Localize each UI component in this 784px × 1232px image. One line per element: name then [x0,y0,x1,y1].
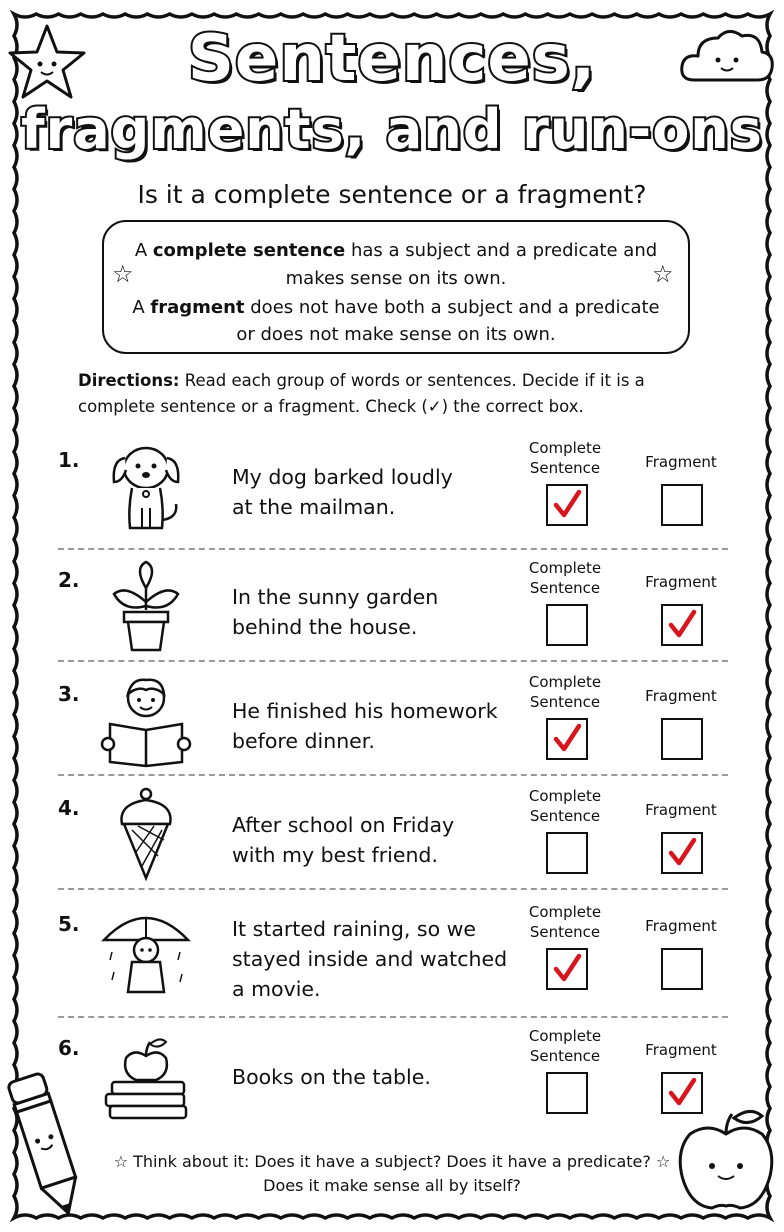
definition-line-1: A complete sentence has a subject and a predicate and [134,240,658,261]
fragment-checkbox[interactable] [661,484,703,526]
red-check-mark [663,834,701,872]
boy-reading-icon [98,672,194,768]
header-fragment: Fragment [645,453,717,471]
header-fragment: Fragment [645,917,717,935]
term-fragment: fragment [150,297,245,318]
title-line-2: fragments, and run-ons [21,98,763,161]
directions-text: Read each group of words or sentences. Decide if it is a complete sentence or a fragment. Check (✓) the correct box. [78,371,645,416]
header-complete-sentence: Complete Sentence [528,903,602,941]
title-line-1: Sentences, [187,22,597,96]
smiling-pencil-icon [6,1064,90,1224]
complete-sentence-checkbox[interactable] [546,604,588,646]
dashed-divider [58,660,728,662]
footer-line-1: ☆ Think about it: Does it have a subject? Does it have a predicate? ☆ [113,1152,671,1171]
definition-line-3: A fragment does not have both a subject and a predicate [132,297,660,318]
header-fragment: Fragment [645,1041,717,1059]
definition-box [102,220,690,354]
dashed-divider [58,1016,728,1018]
header-complete-sentence: Complete Sentence [528,673,602,711]
item-sentence: After school on Friday with my best friend. [232,813,455,867]
directions-label: Directions: [78,371,180,390]
complete-sentence-checkbox[interactable] [546,484,588,526]
item-number: 6. [58,1036,80,1060]
red-check-mark [548,950,586,988]
star-outline-icon: ☆ [112,260,134,288]
potted-plant-icon [98,558,194,654]
item-sentence: In the sunny garden behind the house. [232,585,439,639]
fragment-checkbox[interactable] [661,604,703,646]
header-complete-sentence: Complete Sentence [528,1027,602,1065]
complete-sentence-checkbox[interactable] [546,1072,588,1114]
item-sentence: Books on the table. [232,1065,431,1089]
item-number: 1. [58,448,80,472]
item-number: 4. [58,796,80,820]
complete-sentence-checkbox[interactable] [546,948,588,990]
item-number: 5. [58,912,80,936]
complete-sentence-checkbox[interactable] [546,718,588,760]
item-sentence: He finished his homework before dinner. [232,699,498,753]
dashed-divider [58,548,728,550]
item-number: 3. [58,682,80,706]
directions [78,368,678,420]
term-complete-sentence: complete sentence [152,240,346,261]
red-check-mark [663,606,701,644]
red-check-mark [663,1074,701,1112]
fragment-checkbox[interactable] [661,1072,703,1114]
fragment-checkbox[interactable] [661,832,703,874]
complete-sentence-checkbox[interactable] [546,832,588,874]
fragment-checkbox[interactable] [661,718,703,760]
star-outline-icon: ☆ [650,1152,671,1171]
star-outline-icon: ☆ [652,260,674,288]
header-complete-sentence: Complete Sentence [528,559,602,597]
fragment-checkbox[interactable] [661,948,703,990]
item-number: 2. [58,568,80,592]
item-sentence: My dog barked loudly at the mailman. [232,465,453,519]
books-apple-icon [98,1026,194,1122]
dashed-divider [58,888,728,890]
red-check-mark [548,486,586,524]
dog-icon [98,438,194,534]
header-fragment: Fragment [645,801,717,819]
header-complete-sentence: Complete Sentence [528,787,602,825]
item-sentence: It started raining, so we stayed inside and watched a movie. [232,917,508,1001]
definition-line-2: makes sense on its own. [285,268,507,289]
header-complete-sentence: Complete Sentence [528,439,602,477]
ice-cream-icon [98,786,194,882]
star-outline-icon: ☆ [113,1152,134,1171]
red-check-mark [548,720,586,758]
dashed-divider [58,774,728,776]
footer-line-2: Does it make sense all by itself? [263,1176,521,1195]
subtitle: Is it a complete sentence or a fragment? [137,180,647,209]
definition-line-4: or does not make sense on its own. [236,324,556,345]
header-fragment: Fragment [645,687,717,705]
header-fragment: Fragment [645,573,717,591]
girl-umbrella-icon [98,902,194,998]
